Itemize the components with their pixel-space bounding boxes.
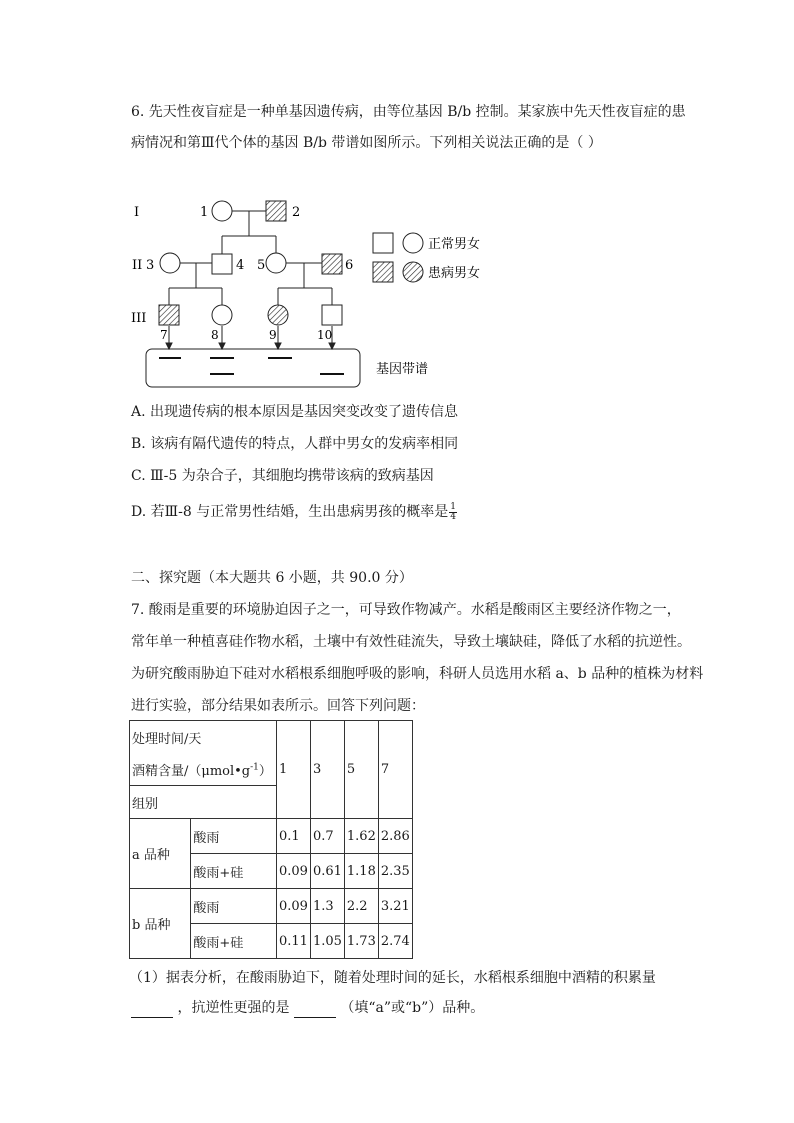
individual-2-male-affected <box>266 201 286 221</box>
individual-label-2: 2 <box>292 205 301 220</box>
q6-stem-line1: 6. 先天性夜盲症是一种单基因遗传病，由等位基因 B/b 控制。某家族中先天性夜盲症的患 <box>131 104 686 120</box>
individual-4-male-normal <box>212 254 232 274</box>
q7-stem-line1: 7. 酸雨是重要的环境胁迫因子之一，可导致作物减产。水稻是酸雨区主要经济作物之一， <box>131 602 681 618</box>
table-variety-a: a 品种 <box>130 819 191 889</box>
q6-option-b: B. 该病有隔代遗传的特点，人群中男女的发病率相同 <box>131 436 459 452</box>
table-cell: 1.18 <box>344 854 378 889</box>
individual-10-male-normal <box>322 305 342 325</box>
q6-option-d-text: D. 若Ⅲ-8 与正常男性结婚，生出患病男孩的概率是 <box>131 504 449 520</box>
individual-label-1: 1 <box>200 205 209 220</box>
individual-label-8: 8 <box>211 328 219 342</box>
individual-label-9: 9 <box>269 328 277 342</box>
q7-stem-line4: 进行实验，部分结果如表所示。回答下列问题： <box>131 698 425 714</box>
legend-affected-female <box>403 262 423 282</box>
table-day-3: 3 <box>310 721 344 819</box>
individual-1-female-normal <box>212 201 232 221</box>
table-header-group: 组别 <box>130 786 277 819</box>
gene-band-label: 基因带谱 <box>376 362 429 377</box>
table-day-5: 5 <box>344 721 378 819</box>
individual-label-4: 4 <box>236 258 245 273</box>
q7-sub1-line1: （1）据表分析，在酸雨胁迫下，随着处理时间的延长，水稻根系细胞中酒精的积累量 <box>129 970 656 986</box>
legend-normal-female <box>403 233 423 253</box>
individual-8-female-normal <box>212 305 232 325</box>
q7-stem-line2: 常年单一种植喜硅作物水稻，土壤中有效性硅流失，导致土壤缺硅，降低了水稻的抗逆性。 <box>131 634 691 650</box>
individual-label-3: 3 <box>146 258 155 273</box>
q6-option-c: C. Ⅲ-5 为杂合子，其细胞均携带该病的致病基因 <box>131 468 434 484</box>
table-cell: 2.86 <box>378 819 412 854</box>
individual-label-10: 10 <box>317 328 333 342</box>
table-cell: 1.05 <box>310 924 344 959</box>
table-day-7: 7 <box>378 721 412 819</box>
q6-option-d <box>131 502 457 522</box>
table-header-alcohol: 酒精含量$/(\mu mol•g^{-1})$ <box>130 753 277 786</box>
individual-label-7: 7 <box>160 328 168 342</box>
generation-label-iii: III <box>131 311 147 326</box>
q7-sub1-line2: ，抗逆性更强的是 （填“a”或“b”）品种。 <box>131 998 484 1018</box>
table-cell: 2.35 <box>378 854 412 889</box>
individual-label-6: 6 <box>345 258 354 273</box>
individual-3-female-normal <box>160 253 180 273</box>
table-cell: 1.3 <box>310 889 344 924</box>
generation-label-ii: II <box>132 258 143 273</box>
table-header-time: 处理时间/天 <box>130 721 277 754</box>
legend-normal-label: 正常男女 <box>428 237 481 252</box>
table-cell: 2.2 <box>344 889 378 924</box>
table-day-1: 1 <box>277 721 311 819</box>
individual-6-male-affected <box>322 254 342 274</box>
table-cell: 0.09 <box>277 854 311 889</box>
individual-9-female-affected <box>268 305 288 325</box>
table-treatment-acid-si: 酸雨+硅 <box>191 924 277 959</box>
individual-7-male-affected <box>159 305 179 325</box>
table-treatment-acid: 酸雨 <box>191 819 277 854</box>
q6-option-a: A. 出现遗传病的根本原因是基因突变改变了遗传信息 <box>131 404 459 420</box>
table-cell: 1.73 <box>344 924 378 959</box>
table-cell: 1.62 <box>344 819 378 854</box>
table-variety-b: b 品种 <box>130 889 191 959</box>
table-cell: 3.21 <box>378 889 412 924</box>
table-cell: 0.1 <box>277 819 311 854</box>
answer-blank-1[interactable] <box>131 1003 173 1018</box>
gene-band-box <box>146 349 360 387</box>
table-treatment-acid: 酸雨 <box>191 889 277 924</box>
alcohol-content-table <box>129 720 413 959</box>
generation-label-i: I <box>134 205 140 220</box>
legend-affected-male <box>373 262 393 282</box>
individual-5-female-normal <box>266 253 286 273</box>
q6-stem-line2: 病情况和第Ⅲ代个体的基因 B/b 带谱如图所示。下列相关说法正确的是（ ） <box>131 135 602 151</box>
table-cell: 0.11 <box>277 924 311 959</box>
pedigree-diagram <box>126 192 506 392</box>
table-cell: 0.09 <box>277 889 311 924</box>
section-heading: 二、探究题（本大题共 6 小题，共 90.0 分） <box>131 570 413 586</box>
individual-label-5: 5 <box>257 258 266 273</box>
q7-stem-line3: 为研究酸雨胁迫下硅对水稻根系细胞呼吸的影响，科研人员选用水稻 a、b 品种的植株为材料 <box>131 666 704 682</box>
table-treatment-acid-si: 酸雨+硅 <box>191 854 277 889</box>
table-cell: 2.74 <box>378 924 412 959</box>
table-cell: 0.7 <box>310 819 344 854</box>
fraction-one-quarter: $\frac{1}{4}$ <box>450 501 456 522</box>
table-cell: 0.61 <box>310 854 344 889</box>
legend-normal-male <box>373 233 393 253</box>
answer-blank-2[interactable] <box>294 1003 336 1018</box>
legend-affected-label: 患病男女 <box>428 266 481 281</box>
